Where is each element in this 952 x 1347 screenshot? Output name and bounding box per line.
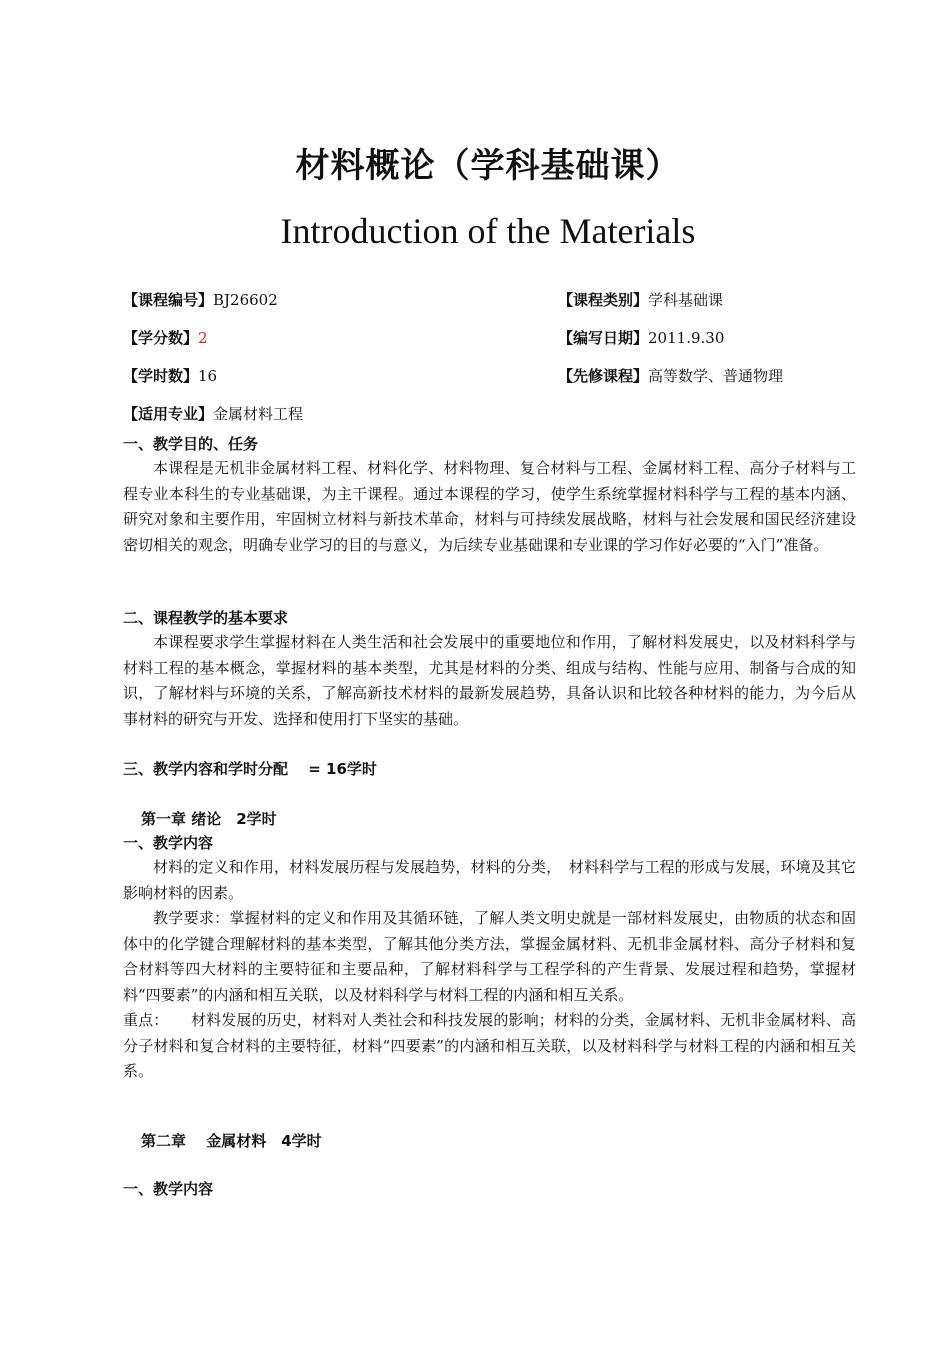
chapter-1-subheading: 一、教学内容 [123, 834, 214, 852]
meta-course-code-value: BJ26602 [213, 291, 278, 309]
meta-course-type-value: 学科基础课 [648, 291, 724, 309]
chapter-2-subheading: 一、教学内容 [123, 1180, 214, 1198]
section-1-heading: 一、教学目的、任务 [123, 435, 259, 453]
document-title-chinese: 材料概论（学科基础课） [295, 146, 681, 186]
section-2-paragraph: 本课程要求学生掌握材料在人类生活和社会发展中的重要地位和作用，了解材料发展史，以及材料科学与材料工程的基本概念，掌握材料的基本类型，尤其是材料的分类、组成与结构、性能与应用、制备与合成的知识，了解材料与环境的关系，了解高新技术材料的最新发展趋势，具备认识和比较各种材料的能力，为今后从事材料的研究与开发、选择和使用打下坚实的基础。 [123, 633, 856, 728]
meta-credits-label: 【学分数】 [123, 329, 199, 347]
meta-course-code-label: 【课程编号】 [123, 291, 214, 309]
meta-date-value: 2011.9.30 [648, 329, 725, 347]
chapter-1-content: 材料的定义和作用，材料发展历程与发展趋势，材料的分类， 材料科学与工程的形成与发展，环境及其它影响材料的因素。 [123, 858, 856, 902]
section-3-heading: 三、教学内容和学时分配 = 16学时 [123, 760, 377, 778]
chapter-1-requirements: 教学要求：掌握材料的定义和作用及其循环链，了解人类文明史就是一部材料发展史，由物质的状态和固体中的化学键合理解材料的基本类型，了解其他分类方法，掌握金属材料、无机非金属材料、高分子材料和复合材料等四大材料的主要特征和主要品种，了解材料科学与工程学科的产生背景、发展过程和趋势，掌握材料“四要素”的内涵和相互关联，以及材料科学与材料工程的内涵和相互关系。 [123, 909, 856, 1004]
document-title-english: Introduction of the Materials [280, 211, 696, 251]
meta-hours-label: 【学时数】 [123, 367, 199, 385]
meta-prerequisites-value: 高等数学、普通物理 [648, 367, 784, 385]
meta-course-type [558, 290, 723, 310]
chapter-1-heading: 第一章 绪论 2学时 [141, 810, 277, 828]
meta-credits-value: 2 [198, 329, 208, 347]
chapter-2-heading: 第二章 金属材料 4学时 [141, 1132, 322, 1150]
section-2-heading: 二、课程教学的基本要求 [123, 609, 289, 627]
meta-prerequisites-label: 【先修课程】 [558, 367, 649, 385]
meta-major-value: 金属材料工程 [213, 405, 304, 423]
section-1-paragraph: 本课程是无机非金属材料工程、材料化学、材料物理、复合材料与工程、金属材料工程、高分子材料与工程专业本科生的专业基础课，为主干课程。通过本课程的学习，使学生系统掌握材料科学与工程的基本内涵、研究对象和主要作用，牢固树立材料与新技术革命，材料与可持续发展战略，材料与社会发展和国民经济建设密切相关的观念，明确专业学习的目的与意义，为后续专业基础课和专业课的学习作好必要的“入门”准备。 [123, 459, 856, 554]
meta-date-label: 【编写日期】 [558, 329, 649, 347]
meta-date [558, 328, 724, 348]
meta-major [123, 404, 303, 424]
chapter-1-key-points: 重点： 材料发展的历史，材料对人类社会和科技发展的影响；材料的分类，金属材料、无机非金属材料、高分子材料和复合材料的主要特征，材料“四要素”的内涵和相互关联，以及材料科学与材料工程的内涵和相互关系。 [123, 1011, 856, 1080]
meta-course-code [123, 290, 278, 310]
meta-credits [123, 328, 208, 348]
meta-hours-value: 16 [198, 367, 218, 385]
meta-prerequisites [558, 366, 783, 386]
meta-hours [123, 366, 217, 386]
meta-major-label: 【适用专业】 [123, 405, 214, 423]
meta-course-type-label: 【课程类别】 [558, 291, 649, 309]
